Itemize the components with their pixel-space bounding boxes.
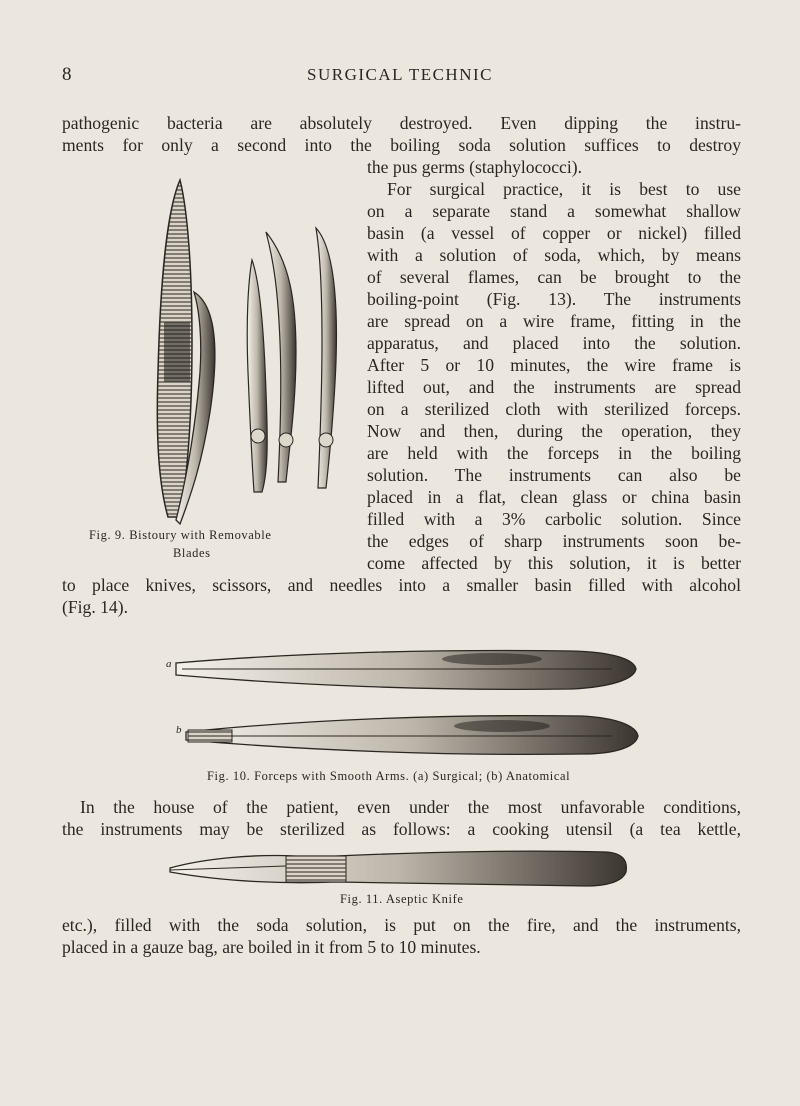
text-line: to place knives, scissors, and needles into a smaller basin filled with alcohol bbox=[62, 575, 741, 595]
running-head bbox=[0, 64, 800, 88]
text-line: of several flames, can be brought to the bbox=[367, 267, 741, 287]
running-title: SURGICAL TECHNIC bbox=[307, 65, 493, 84]
paragraph-alcohol bbox=[62, 574, 741, 618]
text-line: apparatus, and placed into the solution. bbox=[367, 333, 741, 353]
figure-11-aseptic-knife bbox=[166, 842, 632, 890]
text-line: pathogenic bacteria are absolutely destroyed. Even dipping the instru- bbox=[62, 113, 741, 133]
text-line: the instruments may be sterilized as follows: a cooking utensil (a tea kettle, bbox=[62, 819, 741, 839]
figure-11-caption: Fig. 11. Aseptic Knife bbox=[340, 892, 464, 906]
text-line: After 5 or 10 minutes, the wire frame is bbox=[367, 355, 741, 375]
text-line: placed in a flat, clean glass or china basin bbox=[367, 487, 741, 507]
paragraph-surgical-practice bbox=[367, 156, 741, 574]
figure-10-caption: Fig. 10. Forceps with Smooth Arms. (a) Surgical; (b) Anatomical bbox=[207, 769, 571, 783]
paragraph-opening bbox=[62, 112, 741, 156]
text-line: lifted out, and the instruments are spread bbox=[367, 377, 741, 397]
figure-10-label-a: a bbox=[166, 658, 172, 670]
text-line: on a sterilized cloth with sterilized forceps. bbox=[367, 399, 741, 419]
page-number: 8 bbox=[62, 64, 72, 85]
text-line: the pus germs (staphylococci). bbox=[367, 157, 582, 177]
text-line: Now and then, during the operation, they bbox=[367, 421, 741, 441]
text-line: basin (a vessel of copper or nickel) filled bbox=[367, 223, 741, 243]
text-line: with a solution of soda, which, by means bbox=[367, 245, 741, 265]
figure-10a-surgical-forceps bbox=[172, 645, 642, 695]
text-line: the edges of sharp instruments soon be- bbox=[367, 531, 741, 551]
text-line: For surgical practice, it is best to use bbox=[387, 179, 741, 199]
text-line: on a separate stand a somewhat shallow bbox=[367, 201, 741, 221]
text-line: are held with the forceps in the boiling bbox=[367, 443, 741, 463]
text-line: come affected by this solution, it is better bbox=[367, 553, 741, 573]
figure-9-bistoury-illustration bbox=[140, 172, 360, 528]
text-line: In the house of the patient, even under the most unfavorable conditions, bbox=[80, 797, 741, 817]
figure-9-caption-line1: Fig. 9. Bistoury with Removable bbox=[89, 528, 272, 542]
text-line: boiling-point (Fig. 13). The instruments bbox=[367, 289, 741, 309]
paragraph-house-of-patient bbox=[62, 796, 741, 840]
text-line: ments for only a second into the boiling soda solution suffices to destroy bbox=[62, 135, 741, 155]
figure-9-caption-line2: Blades bbox=[173, 546, 211, 560]
text-line: filled with a 3% carbolic solution. Since bbox=[367, 509, 741, 529]
text-line: (Fig. 14). bbox=[62, 597, 128, 617]
text-line: etc.), filled with the soda solution, is put on the fire, and the instruments, bbox=[62, 915, 741, 935]
text-line: solution. The instruments can also be bbox=[367, 465, 741, 485]
text-line: placed in a gauze bag, are boiled in it from 5 to 10 minutes. bbox=[62, 937, 481, 957]
paragraph-gauze-bag bbox=[62, 914, 741, 958]
figure-10-label-b: b bbox=[176, 724, 182, 736]
figure-10b-anatomical-forceps bbox=[182, 710, 642, 760]
text-line: are spread on a wire frame, fitting in the bbox=[367, 311, 741, 331]
